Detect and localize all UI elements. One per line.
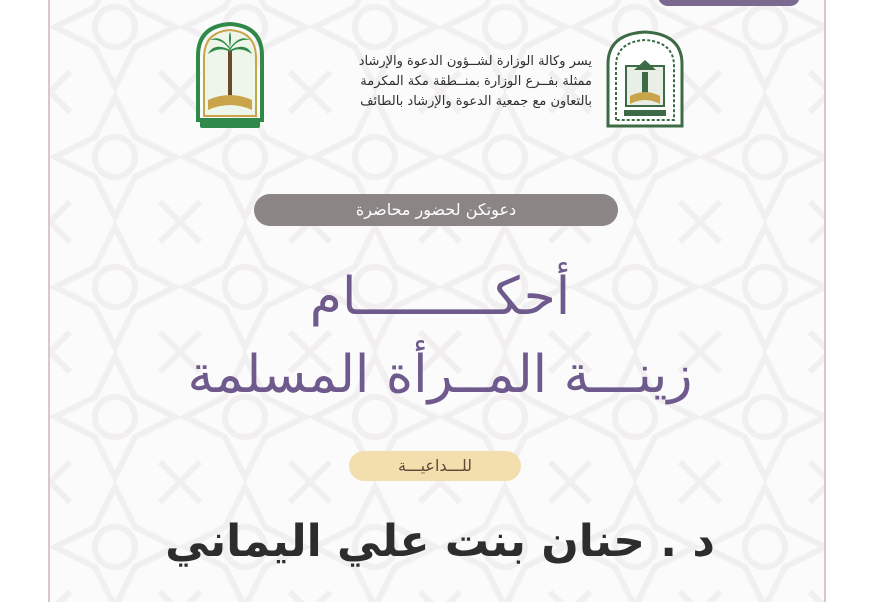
lecture-title-line-2: زينـــة المــرأة المسلمة (187, 345, 693, 405)
ministry-logo (604, 30, 686, 128)
speaker-label: للـــداعيـــة (349, 451, 521, 481)
lecture-title-line-1: أحكـــــــــام (309, 267, 571, 327)
header-line-2: ممثلة بفــرع الوزارة بمنــطقة مكة المكرمة (360, 74, 592, 89)
header-line-3: بالتعاون مع جمعية الدعوة والإرشاد بالطائف (360, 94, 592, 109)
association-logo (190, 20, 270, 130)
invitation-label: دعوتكن لحضور محاضرة (254, 194, 618, 226)
header-line-1: يسر وكالة الوزارة لشــؤون الدعوة والإرشاد (358, 54, 592, 69)
speaker-name: د . حنان بنت علي اليماني (165, 516, 715, 567)
top-tab (658, 0, 800, 6)
header-announcement (292, 52, 592, 112)
